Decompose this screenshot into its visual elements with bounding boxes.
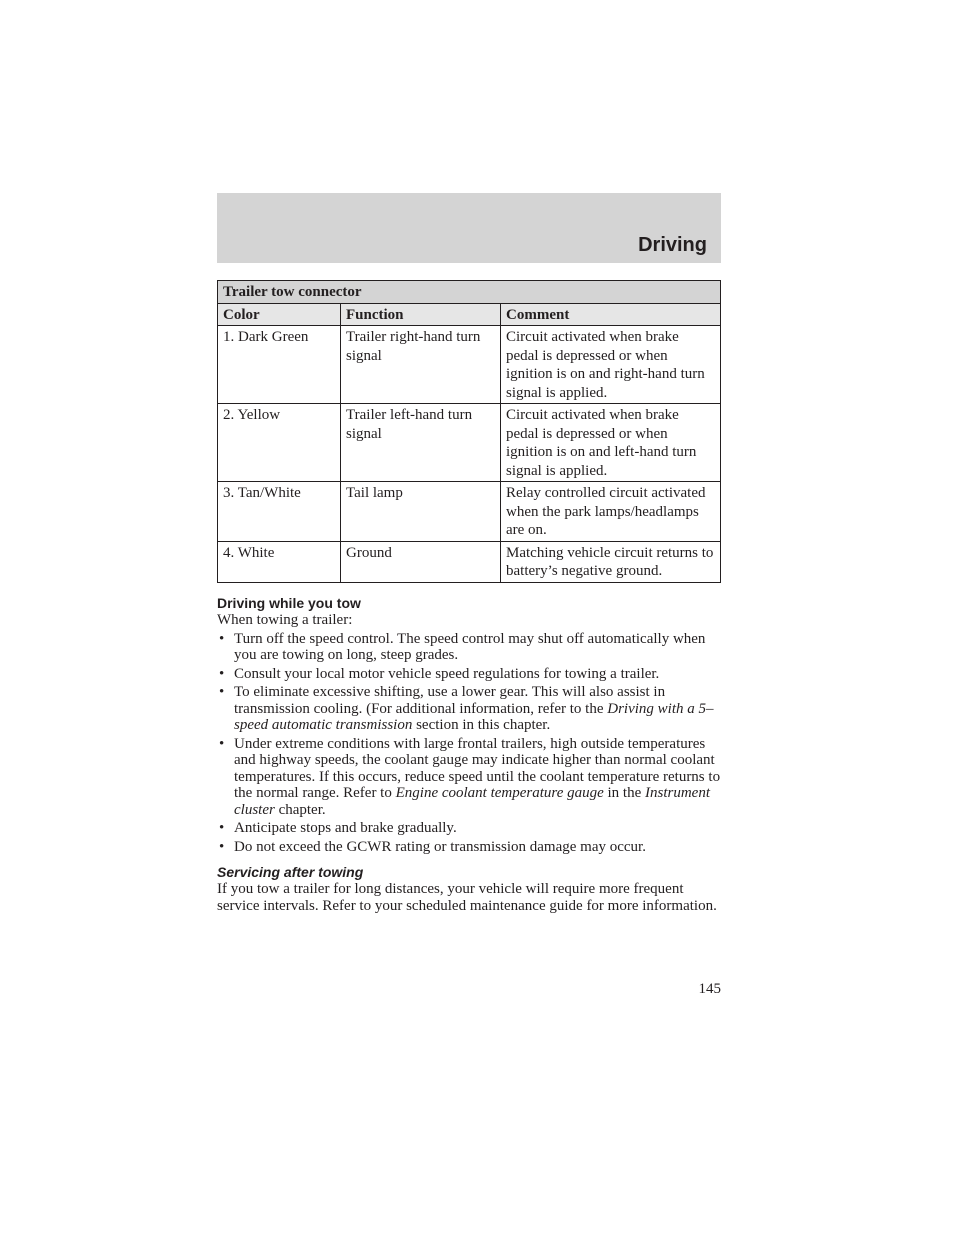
list-item (217, 839, 729, 856)
page-number: 145 (698, 981, 721, 997)
list-item (217, 736, 729, 819)
column-header-comment: Comment (501, 303, 721, 326)
tip-text: chapter. (274, 801, 326, 818)
table-row (218, 482, 721, 542)
cell-function: Trailer right-hand turn signal (341, 326, 501, 404)
tip-text: Turn off the speed control. The speed control may shut off automatically when you are towing on long, steep grades. (234, 630, 706, 663)
table-row (218, 541, 721, 582)
tip-text: To eliminate excessive shifting, use a lower gear. This will also assist in transmission cooling. (For additional information, refer to the (234, 684, 666, 717)
section-title: Driving (638, 234, 707, 256)
section-header-band (217, 193, 721, 263)
cell-function: Tail lamp (341, 482, 501, 542)
cell-color: 2. Yellow (218, 404, 341, 482)
cell-function: Ground (341, 541, 501, 582)
cell-comment: Matching vehicle circuit returns to battery’s negative ground. (501, 541, 721, 582)
table-row (218, 404, 721, 482)
cross-reference: Instrument cluster (234, 785, 711, 818)
list-item (217, 684, 729, 734)
table-header-row (218, 303, 721, 326)
tip-text: Under extreme conditions with large frontal trailers, high outside temperatures and highway speeds, the coolant gauge may indicate higher than normal coolant temperatures. If this occurs, reduce speed until the coolant temperature returns to the normal range. Refer to (234, 735, 721, 801)
cell-comment: Circuit activated when brake pedal is depressed or when ignition is on and left-hand turn signal is applied. (501, 404, 721, 482)
servicing-after-towing-heading: Servicing after towing (217, 864, 364, 880)
cell-color: 4. White (218, 541, 341, 582)
cell-comment: Relay controlled circuit activated when the park lamps/headlamps are on. (501, 482, 721, 542)
tip-text: in the (603, 785, 646, 801)
column-header-function: Function (341, 303, 501, 326)
driving-while-tow-heading: Driving while you tow (217, 595, 361, 611)
body-content (217, 594, 729, 914)
cross-reference: Engine coolant temperature gauge (395, 785, 604, 801)
table-caption: Trailer tow connector (218, 281, 721, 304)
cell-color: 1. Dark Green (218, 326, 341, 404)
cross-reference: Driving with a 5–speed automatic transmission (234, 700, 714, 733)
towing-tips-list (217, 631, 729, 856)
tip-text: Consult your local motor vehicle speed regulations for towing a trailer. (234, 665, 660, 682)
tip-text: Anticipate stops and brake gradually. (234, 820, 457, 836)
tip-text: section in this chapter. (412, 717, 551, 733)
list-item (217, 666, 729, 683)
cell-comment: Circuit activated when brake pedal is depressed or when ignition is on and right-hand turn signal is applied. (501, 326, 721, 404)
cell-function: Trailer left-hand turn signal (341, 404, 501, 482)
trailer-tow-connector-table (217, 280, 721, 583)
table-row (218, 326, 721, 404)
list-item (217, 820, 729, 837)
list-item (217, 631, 729, 664)
driving-while-tow-intro: When towing a trailer: (217, 612, 353, 628)
cell-color: 3. Tan/White (218, 482, 341, 542)
tip-text: Do not exceed the GCWR rating or transmission damage may occur. (234, 838, 646, 855)
column-header-color: Color (218, 303, 341, 326)
table-caption-row (218, 281, 721, 304)
servicing-body-text: If you tow a trailer for long distances, your vehicle will require more frequent service intervals. Refer to your scheduled maintenance guide for more information. (217, 881, 717, 914)
